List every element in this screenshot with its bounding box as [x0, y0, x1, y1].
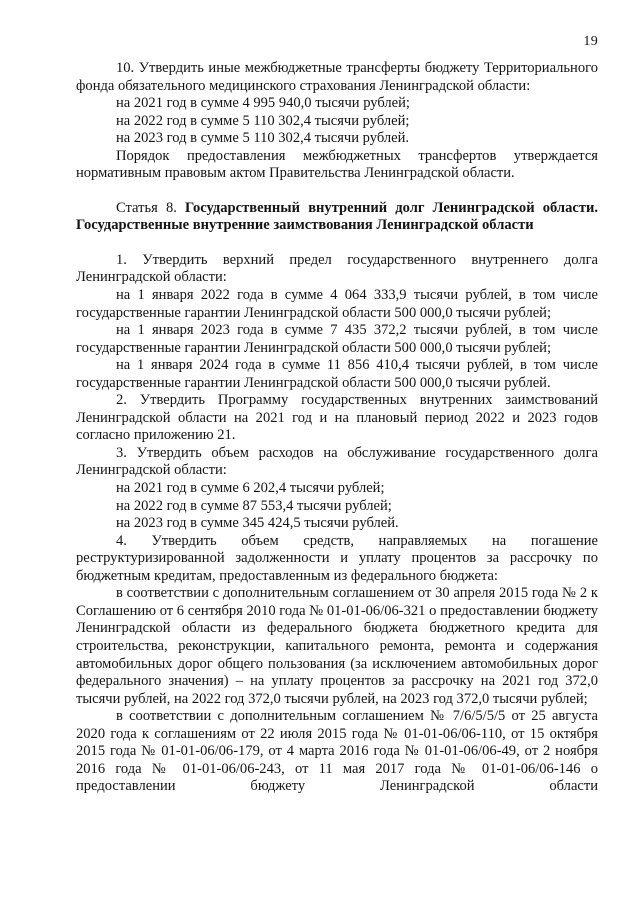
paragraph: на 2023 год в сумме 5 110 302,4 тысячи рублей.	[116, 130, 410, 147]
document-body	[76, 60, 598, 796]
paragraph: на 1 января 2022 года в сумме 4 064 333,9 тысячи рублей, в том числе государственные гарантии Ленинградской области 500 000,0 тысячи рублей;	[76, 287, 598, 321]
paragraph: на 2023 год в сумме 345 424,5 тысячи рублей.	[116, 515, 399, 532]
article-label: Статья 8.	[116, 199, 177, 216]
paragraph: в соответствии с дополнительным соглашением от 30 апреля 2015 года № 2 к Соглашению от 6 сентября 2010 года № 01-01-06/06-321 о предоставлении бюджету Ленинградской области из федерального бюджета бюджетного кредита для строительства, реконструкции, капитального ремонта, ремонта и содержания автомобильных дорог общего пользования (за исключением автомобильных дорог федерального значения) – на уплату процентов за рассрочку на 2021 год 372,0 тысячи рублей, на 2022 год 372,0 тысячи рублей, на 2023 год 372,0 тысячи рублей;	[76, 585, 598, 707]
paragraph: 1. Утвердить верхний предел государственного внутреннего долга Ленинградской области:	[76, 251, 598, 286]
paragraph: Порядок предоставления межбюджетных трансфертов утверждается нормативным правовым актом Правительства Ленинградской области.	[76, 147, 598, 182]
paragraph: на 2022 год в сумме 5 110 302,4 тысячи рублей;	[116, 112, 410, 129]
paragraph: на 1 января 2024 года в сумме 11 856 410,4 тысячи рублей, в том числе государственные гарантии Ленинградской области 500 000,0 тысячи рублей.	[76, 357, 598, 391]
paragraph: 3. Утвердить объем расходов на обслуживание государственного долга Ленинградской области:	[76, 444, 598, 479]
paragraph: на 1 января 2023 года в сумме 7 435 372,2 тысячи рублей, в том числе государственные гарантии Ленинградской области 500 000,0 тысячи рублей;	[76, 322, 598, 356]
paragraph: 2. Утвердить Программу государственных внутренних заимствований Ленинградской области на 2021 год и на плановый период 2022 и 2023 годов согласно приложению 21.	[76, 392, 598, 444]
page-number: 19	[583, 34, 598, 49]
paragraph: 4. Утвердить объем средств, направляемых на погашение реструктуризированной задолженности и уплату процентов за рассрочку по бюджетным кредитам, предоставленным из федерального бюджета:	[76, 532, 598, 584]
paragraph: в соответствии с дополнительным соглашением № 7/6/5/5/5 от 25 августа 2020 года к соглашениям от 22 июля 2015 года № 01-01-06/06-110, от 15 октября 2015 года № 01-01-06/06-179, от 4 марта 2016 года № 01-01-06/06-49, от 2 ноября 2016 года № 01-01-06/06-243, от 11 мая 2017 года № 01-01-06/06-146 о предоставлении бюджету Ленинградской области	[76, 708, 598, 795]
article-heading	[76, 200, 598, 235]
paragraph: на 2022 год в сумме 87 553,4 тысячи рублей;	[116, 497, 392, 514]
paragraph: 10. Утвердить иные межбюджетные трансферты бюджету Территориального фонда обязательного медицинского страхования Ленинградской области:	[76, 60, 598, 94]
article-title: Государственный внутренний долг Ленинградской области. Государственные внутренние заимствования Ленинградской области	[76, 199, 598, 234]
paragraph: на 2021 год в сумме 4 995 940,0 тысячи рублей;	[116, 95, 410, 112]
paragraph: на 2021 год в сумме 6 202,4 тысячи рублей;	[116, 480, 385, 497]
